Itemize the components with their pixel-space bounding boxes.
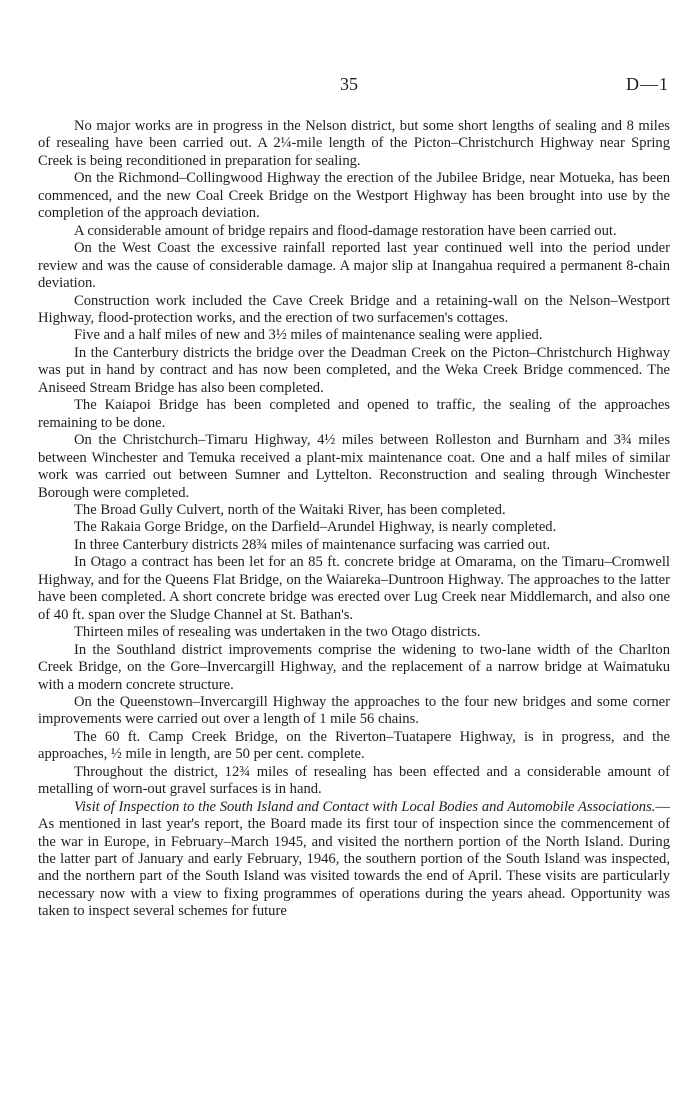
document-reference: D—1: [626, 74, 669, 94]
paragraph-camp-creek: The 60 ft. Camp Creek Bridge, on the Riverton–Tuatapere Highway, is in progress, and the approaches, ½ mile in length, are 50 per cent. complete.: [38, 728, 670, 763]
paragraph-queenstown-invercargill: On the Queenstown–Invercargill Highway the approaches to the four new bridges and some corner improvements were carried out over a length of 1 mile 56 chains.: [38, 693, 670, 728]
visit-paragraph-text: —As mentioned in last year's report, the Board made its first tour of inspection since the commencement of the war in Europe, in February–March 1945, and visited the northern portion of the North Island. During the latter part of January and early February, 1946, the southern portion of the South Island was inspected, and the northern part of the South Island was visited towards the end of April. These visits are particularly necessary now with a view to fixing programmes of operations during the years ahead. Opportunity was taken to inspect several schemes for future: [38, 798, 670, 920]
paragraph-visit-of-inspection: [38, 799, 670, 921]
paragraph-canterbury-bridges: In the Canterbury districts the bridge over the Deadman Creek on the Picton–Christchurch Highway was put in hand by contract and has now been completed, and the Weka Creek Bridge commenced. The Aniseed Stream Bridge has also been completed.: [38, 344, 670, 396]
paragraph-otago-resealing: Thirteen miles of resealing was undertaken in the two Otago districts.: [74, 624, 481, 641]
page-header: [0, 74, 700, 98]
paragraph-west-coast: On the West Coast the excessive rainfall reported last year continued well into the period under review and was the cause of considerable damage. A major slip at Inangahua required a permanent 8-chain deviation.: [38, 240, 670, 292]
paragraph-sealing-applied: Five and a half miles of new and 3½ miles of maintenance sealing were applied.: [74, 327, 543, 344]
paragraph-district-resealing: Throughout the district, 12¾ miles of resealing has been effected and a considerable amount of metalling of worn-out gravel surfaces is in hand.: [38, 763, 670, 798]
page-number: 35: [340, 74, 358, 94]
paragraph-rakaia-gorge: The Rakaia Gorge Bridge, on the Darfield–Arundel Highway, is nearly completed.: [74, 519, 557, 536]
paragraph-canterbury-surfacing: In three Canterbury districts 28¾ miles of maintenance surfacing was carried out.: [74, 536, 551, 553]
paragraph-bridge-repairs: A considerable amount of bridge repairs and flood-damage restoration have been carried out.: [74, 222, 617, 239]
paragraph-construction-work: Construction work included the Cave Creek Bridge and a retaining-wall on the Nelson–Westport Highway, flood-protection works, and the erection of two surfacemen's cottages.: [38, 292, 670, 326]
paragraph-otago-bridges: In Otago a contract has been let for an 85 ft. concrete bridge at Omarama, on the Timaru–Cromwell Highway, and for the Queens Flat Bridge, on the Waiareka–Duntroon Highway. The approaches to the latter have been completed. A short concrete bridge was erected over Lug Creek near Middlemarch, and also one of 40 ft. span over the Sludge Channel at St. Bathan's.: [38, 554, 670, 623]
paragraph-richmond-collingwood: On the Richmond–Collingwood Highway the erection of the Jubilee Bridge, near Motueka, has been commenced, and the new Coal Creek Bridge on the Westport Highway has been brought into use by the completion of the approach deviation.: [38, 170, 670, 222]
paragraph-broad-gully: The Broad Gully Culvert, north of the Waitaki River, has been completed.: [74, 501, 506, 518]
body-text: [38, 118, 670, 921]
paragraph-kaiapoi-bridge: The Kaiapoi Bridge has been completed and opened to traffic, the sealing of the approaches remaining to be done.: [38, 397, 670, 431]
section-heading-inline: Visit of Inspection to the South Island and Contact with Local Bodies and Automobile Associations.: [74, 798, 656, 815]
paragraph-christchurch-timaru: On the Christchurch–Timaru Highway, 4½ miles between Rolleston and Burnham and 3¾ miles between Winchester and Temuka received a plant-mix maintenance coat. One and a half miles of similar work was carried out between Sumner and Lyttelton. Reconstruction and sealing through Winchester Borough were completed.: [38, 432, 670, 501]
paragraph-southland: In the Southland district improvements comprise the widening to two-lane width of the Charlton Creek Bridge, on the Gore–Invercargill Highway, and the replacement of a narrow bridge at Waimatuku with a modern concrete structure.: [38, 641, 670, 693]
paragraph-nelson-sealing: No major works are in progress in the Nelson district, but some short lengths of sealing and 8 miles of resealing have been carried out. A 2¼-mile length of the Picton–Christchurch Highway near Spring Creek is being reconditioned in preparation for sealing.: [38, 118, 670, 169]
